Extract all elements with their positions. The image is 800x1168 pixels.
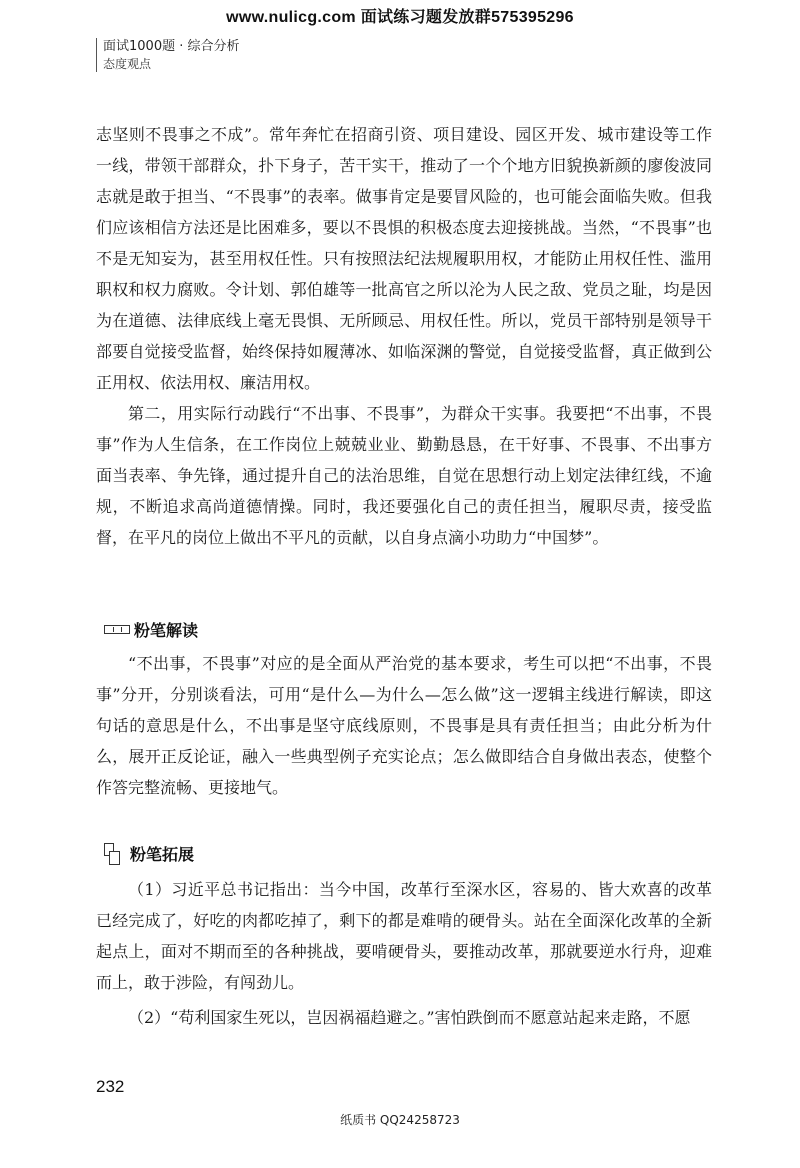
footer-watermark: 纸质书 QQ24258723 (340, 1113, 460, 1127)
section-title: 粉笔解读 (134, 621, 199, 640)
expand-box-icon (104, 843, 120, 865)
section-title: 粉笔拓展 (130, 845, 195, 864)
paragraph: （2）“苟利国家生死以，岂因祸福趋避之。”害怕跌倒而不愿意站起来走路，不愿 (128, 1008, 691, 1027)
chapter-label: 态度观点 (103, 57, 152, 71)
watermark-banner: www.nulicg.com 面试练习题发放群575395296 (226, 9, 574, 26)
section-expand-body (96, 874, 712, 1033)
paragraph: “不出事，不畏事”对应的是全面从严治党的基本要求，考生可以把“不出事，不畏事”分开，分别谈看法，可用“是什么—为什么—怎么做”这一逻辑主线进行解读，即这句话的意思是什么，不出事是坚守底线原则，不畏事是具有责任担当；由此分析为什么，展开正反论证，融入一些典型例子充实论点；怎么做即结合自身做出表态，使整个作答完整流畅、更接地气。 (96, 654, 712, 797)
running-header (96, 38, 239, 72)
paragraph: 第二，用实际行动践行“不出事、不畏事”，为群众干实事。我要把“不出事，不畏事”作为人生信条，在工作岗位上兢兢业业、勤勤恳恳，在干好事、不畏事、不出事方面当表率、争先锋，通过提升自己的法治思维，自觉在思想行动上划定法律红线，不逾规，不断追求高尚道德情操。同时，我还要强化自己的责任担当，履职尽责，接受监督，在平凡的岗位上做出不平凡的贡献，以自身点滴小功助力“中国梦”。 (96, 404, 712, 547)
chalk-box-icon (104, 625, 130, 634)
book-title: 面试1000题 · 综合分析 (103, 39, 240, 54)
main-body (96, 119, 712, 553)
section-expand-heading (104, 842, 194, 865)
section-reading-body (96, 648, 712, 803)
section-reading-heading (104, 618, 198, 641)
paragraph: （1）习近平总书记指出：当今中国，改革行至深水区，容易的、皆大欢喜的改革已经完成了，好吃的肉都吃掉了，剩下的都是难啃的硬骨头。站在全面深化改革的全新起点上，面对不期而至的各种挑战，要啃硬骨头，要推动改革，那就要逆水行舟，迎难而上，敢于涉险，有闯劲儿。 (96, 880, 712, 992)
paragraph: 志坚则不畏事之不成”。常年奔忙在招商引资、项目建设、园区开发、城市建设等工作一线，带领干部群众，扑下身子，苦干实干，推动了一个个地方旧貌换新颜的廖俊波同志就是敢于担当、“不畏事”的表率。做事肯定是要冒风险的，也可能会面临失败。但我们应该相信方法还是比困难多，要以不畏惧的积极态度去迎接挑战。当然，“不畏事”也不是无知妄为，甚至用权任性。只有按照法纪法规履职用权，才能防止用权任性、滥用职权和权力腐败。令计划、郭伯雄等一批高官之所以沦为人民之敌、党员之耻，均是因为在道德、法律底线上毫无畏惧、无所顾忌、用权任性。所以，党员干部特别是领导干部要自觉接受监督，始终保持如履薄冰、如临深渊的警觉，自觉接受监督，真正做到公正用权、依法用权、廉洁用权。 (96, 125, 712, 392)
page-number: 232 (96, 1077, 125, 1096)
